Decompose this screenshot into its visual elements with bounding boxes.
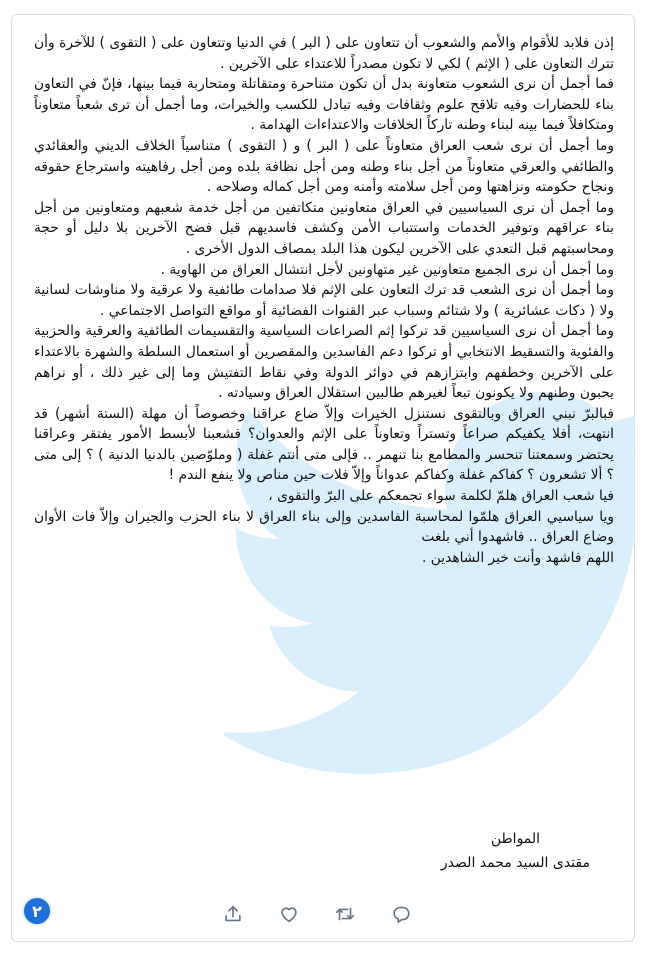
tweet-actions <box>222 903 412 925</box>
like-icon <box>278 903 300 925</box>
paragraph-1: إذن فلابد للأقوام والأمم والشعوب أن تتعاون على ( البر ) في الدنيا وتتعاون على ( التقوى ) للآخرة وأن تترك التعاون على ( الإثم ) لكي لا تكون مصدراً للاعتداء على الآخرين . <box>34 35 614 72</box>
statement-body <box>34 33 614 568</box>
paragraph-11: اللهم فاشهد وأنت خير الشاهدين . <box>421 549 614 566</box>
paragraph-8: فبالبرّ نبني العراق وبالتقوى نستنزل الخيرات وإلاّ ضاع عراقنا وخصوصاً أن مهلة (الستة أشهر) قد انتهت، أفلا يكفيكم صراعاً وتستراً وتعاوناً على الإثم والعدوان؟ فشعبنا لأبسط الأمور يفتقر وعراقنا يحتضر وسمعتنا تنحسر والمطامع بنا تنهمر .. فإلى متى أنتم غفلة ( وملوّصين بالدنيا الدنية ) ؟ إلى متى ؟ ألا تشعرون ؟ كفاكم غفلة وكفاكم عدواناً وإلاّ فلات حين مناص ولا ينفع الندم ! <box>34 405 614 484</box>
page-number-badge: ٢ <box>22 896 52 926</box>
paragraph-4: وما أجمل أن نرى السياسيين في العراق متعاونين متكاتفين من أجل خدمة شعبهم ومتعاونين من أجل بناء عراقهم وتوفير الخدمات واستتباب الأمن وكشف فاسديهم قبل فضح الآخرين بلا دليل أو حجة ومحاسبتهم قبل التعدي على الآخرين ليكون هذا البلد بمصاف الدول الأخرى . <box>34 199 614 257</box>
like-button[interactable] <box>278 903 300 925</box>
share-button[interactable] <box>222 903 244 925</box>
share-icon <box>222 903 244 925</box>
paragraph-7: وما أجمل أن نرى السياسيين قد تركوا إثم الصراعات السياسية والتقسيمات الطائفية والعرقية والحزبية والفئوية والتسقيط الانتخابي أو تركوا دعم الفاسدين والمقصرين أو استعمال السلطة والشهرة بالاعتداء على الآخرين وخطفهم وابتزازهم في دوائر الدولة وفي نقاط التفتيش وما إلى غير ذلك ، أو نراهم يحبون وطنهم ولا يكونون تبعاً لغيرهم طالبين استقلال العراق وسيادته . <box>34 323 614 402</box>
paragraph-10: ويا سياسيي العراق هلمّوا لمحاسبة الفاسدين وإلى بناء العراق لا بناء الحزب والجيران وإلاّ فات الأوان وضاع العراق .. فاشهدوا أني بلغت <box>34 508 614 546</box>
reply-icon <box>390 903 412 925</box>
paragraph-3: وما أجمل أن نرى شعب العراق متعاوناً على ( البر ) و ( التقوى ) متناسياً الخلاف الديني والعقائدي والطائفي والعرقي متعاوناً من أجل بناء وطنه ومن أجل نظافة بلده ومن أجل رفاهيته واسترجاع حقوقه ونجاح حكومته ونزاهتها ومن أجل سلامته وأمنه ومن أجل كماله وصلاحه . <box>34 137 614 196</box>
signature-title: المواطن <box>490 831 541 847</box>
signature-block <box>441 827 590 875</box>
paragraph-6: وما أجمل أن نرى الشعب قد ترك التعاون على الإثم فلا صدامات طائفية ولا عرقية ولا مناوشات لسانية ولا ( دكات عشائرية ) ولا شتائم وسباب عبر القنوات الفضائية أو مواقع التواصل الاجتماعي . <box>34 282 614 319</box>
retweet-button[interactable] <box>334 903 356 925</box>
paragraph-5: وما أجمل أن نرى الجميع متعاونين غير متهاونين لأجل انتشال العراق من الهاوية . <box>160 261 614 278</box>
signature-name: مقتدى السيد محمد الصدر <box>440 855 590 871</box>
reply-button[interactable] <box>390 903 412 925</box>
statement-card <box>11 14 635 942</box>
paragraph-9: فيا شعب العراق هلمّ لكلمة سواء تجمعكم على البرّ والتقوى ، <box>268 488 614 505</box>
retweet-icon <box>334 903 356 925</box>
paragraph-2: فما أجمل أن نرى الشعوب متعاونة بدل أن تكون متناحرة ومتقاتلة ومتحاربة فيما بينها، فإنّ في التعاون بناء للحضارات وفيه تلاقح علوم وثقافات وفيه تبادل للكسب والخيرات، وما أجمل أن ترى شعباً متعاوناً ومتكافلاً فيما بينه لبناء وطنه تاركاً الخلافات والاعتداءات الهدامة . <box>34 76 614 134</box>
